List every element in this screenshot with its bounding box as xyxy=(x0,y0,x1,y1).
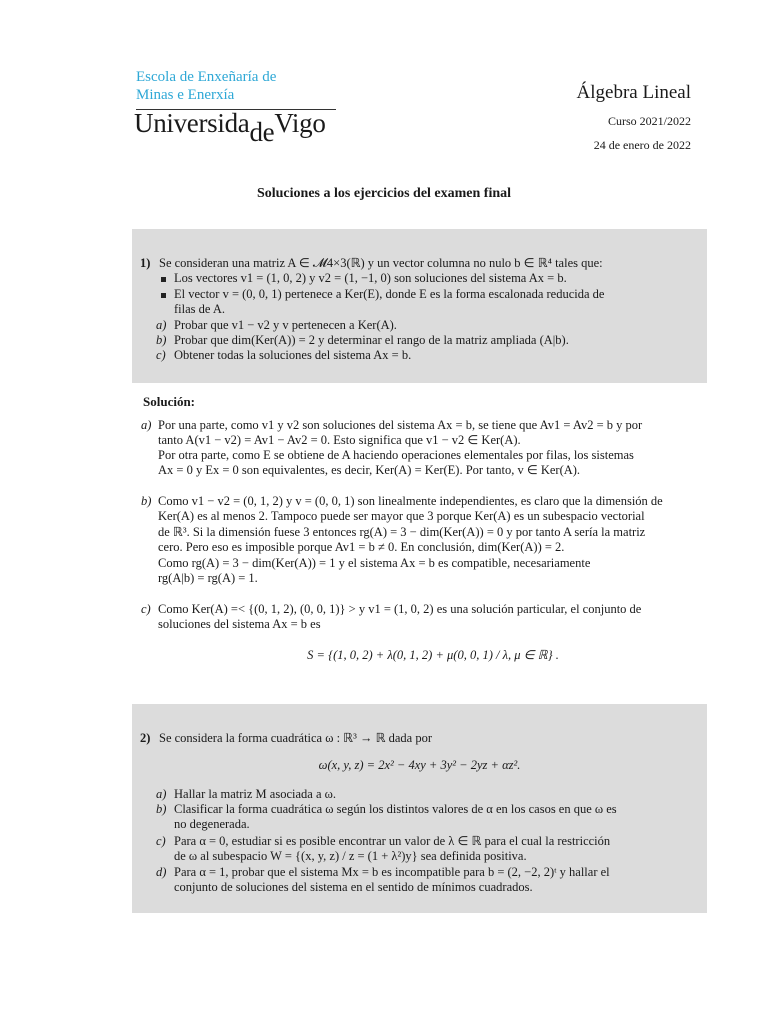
solution-line: cero. Pero eso es imposible porque Av1 = b ≠ 0. En conclusión, dim(Ker(A)) = 2. xyxy=(158,540,565,554)
item-label: d) xyxy=(156,865,167,879)
item-text: Hallar la matriz M asociada a ω. xyxy=(174,787,336,801)
item-label: b) xyxy=(141,494,152,508)
item-label: c) xyxy=(141,602,151,616)
page-title: Soluciones a los ejercicios del examen final xyxy=(256,186,512,201)
item-label: c) xyxy=(156,348,166,362)
exercise-number: 2) xyxy=(140,731,151,745)
exam-date: 24 de enero de 2022 xyxy=(593,138,691,152)
solution-line: Como Ker(A) =< {(0, 1, 2), (0, 0, 1)} > y v1 = (1, 0, 2) es una solución particular, el conjunto de xyxy=(158,602,642,616)
item-text-cont: no degenerada. xyxy=(174,817,250,831)
solution-line: Ax = 0 y Ex = 0 son equivalentes, es decir, Ker(A) = Ker(E). Por tanto, v ∈ Ker(A). xyxy=(158,463,581,477)
solution-line: Como rg(A) = 3 − dim(Ker(A)) = 1 y el sistema Ax = b es compatible, necesariamente xyxy=(158,556,591,570)
item-text: Clasificar la forma cuadrática ω según los distintos valores de α en los casos en que ω es xyxy=(174,802,617,816)
solution-formula: S = {(1, 0, 2) + λ(0, 1, 2) + μ(0, 0, 1) / λ, μ ∈ ℝ} . xyxy=(307,648,559,662)
exercise-1-box xyxy=(132,229,707,383)
solution-line: Ker(A) es al menos 2. Tampoco puede ser mayor que 3 porque Ker(A) es un subespacio vectorial xyxy=(158,509,645,523)
course-year: Curso 2021/2022 xyxy=(607,114,691,128)
item-text: Obtener todas la soluciones del sistema Ax = b. xyxy=(174,348,412,362)
item-label: b) xyxy=(156,802,167,816)
item-text: Probar que v1 − v2 y v pertenecen a Ker(A). xyxy=(174,318,397,332)
university-logo xyxy=(134,108,326,147)
solution-line: Por una parte, como v1 y v2 son soluciones del sistema Ax = b, se tiene que Av1 = Av2 = b y por xyxy=(158,418,643,432)
item-text: Para α = 1, probar que el sistema Mx = b es incompatible para b = (2, −2, 2)ᵗ y hallar el xyxy=(174,865,610,879)
solution-line: de ℝ³. Si la dimensión fuese 3 entonces rg(A) = 3 − dim(Ker(A)) = 0 y por tanto A sería la matriz xyxy=(158,525,646,539)
item-text-cont: conjunto de soluciones del sistema en el sentido de mínimos cuadrados. xyxy=(174,880,533,894)
exercise-intro: Se consideran una matriz A ∈ 𝓜4×3(ℝ) y un vector columna no nulo b ∈ ℝ⁴ tales que: xyxy=(159,256,603,270)
item-text-cont: de ω al subespacio W = {(x, y, z) / z = (1 + λ²)y} sea definida positiva. xyxy=(174,849,527,863)
bullet-item: Los vectores v1 = (1, 0, 2) y v2 = (1, −1, 0) son soluciones del sistema Ax = b. xyxy=(174,271,567,285)
university-name-a: Universida xyxy=(134,108,250,138)
solution-heading: Solución: xyxy=(143,394,196,409)
item-text: Para α = 0, estudiar si es posible encontrar un valor de λ ∈ ℝ para el cual la restricción xyxy=(174,834,611,848)
exercise-2-box xyxy=(132,704,707,913)
bullet-icon xyxy=(161,277,166,282)
course-info xyxy=(577,82,691,153)
exercise-formula: ω(x, y, z) = 2x² − 4xy + 3y² − 2yz + αz². xyxy=(318,758,521,772)
bullet-item: El vector v = (0, 0, 1) pertenece a Ker(E), donde E es la forma escalonada reducida de xyxy=(174,287,605,301)
item-label: a) xyxy=(156,787,167,801)
school-line-2: Minas e Enerxía xyxy=(136,87,235,103)
solution-line: rg(A|b) = rg(A) = 1. xyxy=(158,571,258,585)
bullet-icon xyxy=(161,293,166,298)
solution-line: Como v1 − v2 = (0, 1, 2) y v = (0, 0, 1) son linealmente independientes, es claro que la dimensión de xyxy=(158,494,663,508)
subject-title: Álgebra Lineal xyxy=(576,82,691,103)
exercise-number: 1) xyxy=(140,256,151,270)
solution-line: soluciones del sistema Ax = b es xyxy=(158,617,321,631)
university-name-b: Vigo xyxy=(274,108,326,138)
school-name xyxy=(136,68,276,104)
item-label: c) xyxy=(156,834,166,848)
solution-line: Por otra parte, como E se obtiene de A haciendo operaciones elementales por filas, los sistemas xyxy=(158,448,634,462)
bullet-item-cont: filas de A. xyxy=(174,302,226,316)
item-label: a) xyxy=(156,318,167,332)
item-text: Probar que dim(Ker(A)) = 2 y determinar el rango de la matriz ampliada (A|b). xyxy=(174,333,569,347)
exercise-intro: Se considera la forma cuadrática ω : ℝ³ → ℝ dada por xyxy=(159,731,432,745)
university-name-de: de xyxy=(249,117,275,147)
item-label: a) xyxy=(141,418,152,432)
solution-line: tanto A(v1 − v2) = Av1 − Av2 = 0. Esto significa que v1 − v2 ∈ Ker(A). xyxy=(158,433,521,447)
school-line-1: Escola de Enxeñaría de xyxy=(136,69,277,85)
item-label: b) xyxy=(156,333,167,347)
